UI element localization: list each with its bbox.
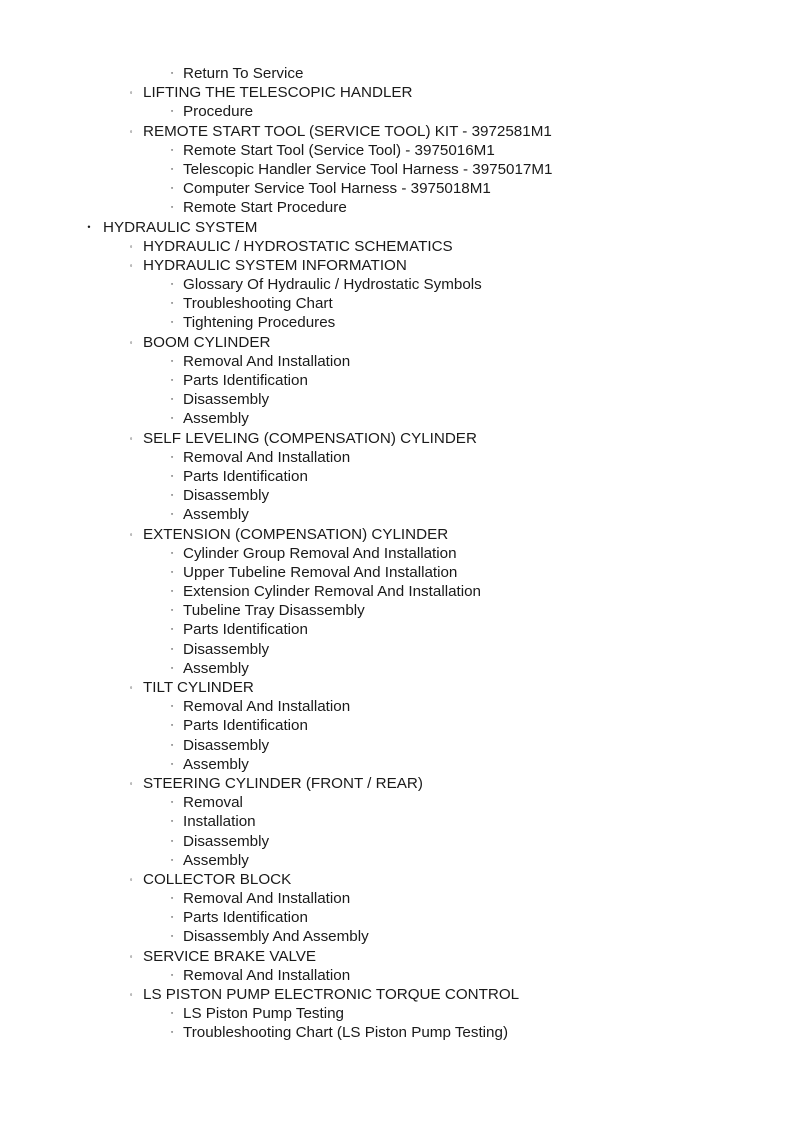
toc-item-label: Parts Identification [183,372,308,389]
toc-item-level-3 [0,697,794,716]
toc-item-level-3 [0,198,794,217]
circle-bullet-icon: ◦ [129,778,133,788]
toc-item-label: Parts Identification [183,467,308,485]
toc-item-level-3 [0,927,794,946]
toc-item-label: Removal And Installation [183,966,351,984]
toc-item-level-3 [0,467,794,486]
toc-item-label: REMOTE START TOOL (SERVICE TOOL) KIT - 3972581M1 [143,122,552,140]
toc-item-label: Disassembly [183,640,270,658]
toc-item-level-3 [0,889,794,908]
toc-item-label: Remote Start Procedure [183,199,347,217]
toc-item-label: Cylinder Group Removal And Installation [183,544,457,562]
square-bullet-icon: ▫ [170,799,174,807]
toc-item-level-2 [0,429,794,448]
toc-item-level-3 [0,352,794,371]
table-of-contents [0,64,794,1043]
toc-item-label: LS Piston Pump Testing [183,1005,344,1023]
square-bullet-icon: ▫ [170,377,174,384]
toc-item-label: BOOM CYLINDER [143,333,271,351]
toc-item-label: Telescopic Handler Service Tool Harness - 3975017M1 [183,160,553,178]
square-bullet-icon: ▫ [170,837,174,845]
toc-item-level-3 [0,1023,794,1042]
toc-item-label: Parts Identification [183,909,308,927]
toc-item-label: Extension Cylinder Removal And Installation [183,583,482,601]
square-bullet-icon: ▫ [170,818,174,826]
square-bullet-icon: ▫ [170,664,174,672]
toc-item-level-3 [0,390,794,409]
square-bullet-icon: ▫ [170,472,174,480]
circle-bullet-icon: ◦ [129,951,133,961]
toc-item-level-3 [0,601,794,620]
toc-item-label: Upper Tubeline Removal And Installation [183,563,458,581]
toc-item-level-3 [0,640,794,659]
toc-item-level-3 [0,793,794,812]
toc-item-label: Installation [183,813,256,831]
toc-item-label: Assembly [183,410,249,428]
toc-item-label: SERVICE BRAKE VALVE [143,947,317,965]
toc-item-level-3 [0,505,794,524]
toc-item-label: Disassembly And Assembly [183,928,369,946]
toc-item-label: Removal [183,794,243,812]
toc-item-level-1 [0,218,794,237]
circle-bullet-icon: ◦ [129,88,133,98]
toc-item-level-3 [0,179,794,198]
toc-item-label: EXTENSION (COMPENSATION) CYLINDER [143,525,449,543]
toc-item-level-3 [0,486,794,505]
circle-bullet-icon: ◦ [129,529,133,539]
toc-item-level-3 [0,102,794,121]
toc-item-label: SELF LEVELING (COMPENSATION) CYLINDER [143,429,477,447]
toc-item-level-3 [0,64,794,83]
toc-item-level-2 [0,774,794,793]
toc-item-level-3 [0,563,794,582]
circle-bullet-icon: ◦ [129,260,133,270]
toc-item-level-3 [0,832,794,851]
toc-item-label: LS PISTON PUMP ELECTRONIC TORQUE CONTROL [143,986,520,1003]
toc-item-label: Disassembly [183,832,270,850]
toc-item-label: Disassembly [183,487,270,505]
square-bullet-icon: ▫ [170,722,174,730]
square-bullet-icon: ▫ [170,281,174,289]
toc-item-label: Remote Start Tool (Service Tool) - 3975016M1 [183,141,495,159]
toc-item-level-3 [0,659,794,678]
toc-item-level-2 [0,333,794,352]
toc-item-label: Assembly [183,659,249,677]
toc-item-level-3 [0,313,794,332]
toc-item-level-2 [0,947,794,966]
square-bullet-icon: ▫ [170,1029,174,1037]
toc-item-label: STEERING CYLINDER (FRONT / REAR) [143,774,423,792]
toc-item-level-3 [0,160,794,179]
toc-item-label: Tubeline Tray Disassembly [183,602,365,620]
circle-bullet-icon: ◦ [129,683,133,692]
toc-item-label: HYDRAULIC SYSTEM INFORMATION [143,256,407,274]
square-bullet-icon: ▫ [170,971,174,979]
toc-item-level-2 [0,678,794,697]
square-bullet-icon: ▫ [170,549,174,557]
circle-bullet-icon: ◦ [129,241,133,251]
toc-item-label: HYDRAULIC / HYDROSTATIC SCHEMATICS [143,237,453,255]
toc-item-level-3 [0,966,794,985]
toc-item-level-2 [0,525,794,544]
toc-item-level-3 [0,371,794,390]
toc-item-level-3 [0,620,794,639]
toc-item-label: TILT CYLINDER [143,679,254,696]
square-bullet-icon: ▫ [170,300,174,308]
square-bullet-icon: ▫ [170,70,174,77]
toc-item-level-3 [0,851,794,870]
square-bullet-icon: ▫ [170,703,174,711]
toc-item-label: Glossary Of Hydraulic / Hydrostatic Symbols [183,276,482,294]
square-bullet-icon: ▫ [170,108,174,116]
toc-item-label: Procedure [183,103,254,121]
toc-item-label: Disassembly [183,391,270,409]
square-bullet-icon: ▫ [170,607,174,615]
square-bullet-icon: ▫ [170,396,174,404]
square-bullet-icon: ▫ [170,895,174,903]
toc-item-label: LIFTING THE TELESCOPIC HANDLER [143,84,413,102]
toc-item-level-3 [0,544,794,563]
toc-item-level-2 [0,122,794,141]
toc-item-label: Assembly [183,851,249,869]
square-bullet-icon: ▫ [170,319,174,327]
toc-item-label: Disassembly [183,736,270,754]
square-bullet-icon: ▫ [170,453,174,461]
square-bullet-icon: ▫ [170,415,174,423]
square-bullet-icon: ▫ [170,626,174,634]
toc-item-label: Computer Service Tool Harness - 3975018M1 [183,180,491,198]
disc-bullet-icon: • [87,221,91,232]
toc-item-level-2 [0,985,794,1004]
toc-item-label: Removal And Installation [183,448,351,466]
toc-item-level-3 [0,736,794,755]
square-bullet-icon: ▫ [170,511,174,519]
square-bullet-icon: ▫ [170,146,174,154]
toc-item-level-3 [0,755,794,774]
square-bullet-icon: ▫ [170,933,174,941]
square-bullet-icon: ▫ [170,185,174,193]
square-bullet-icon: ▫ [170,914,174,922]
toc-item-label: Removal And Installation [183,352,351,370]
toc-item-label: Tightening Procedures [183,314,336,332]
toc-item-level-3 [0,1004,794,1023]
toc-item-level-2 [0,256,794,275]
toc-item-label: Removal And Installation [183,698,351,716]
toc-item-label: Assembly [183,506,249,524]
toc-item-level-3 [0,716,794,735]
toc-item-level-3 [0,908,794,927]
square-bullet-icon: ▫ [170,645,174,653]
toc-item-level-3 [0,294,794,313]
square-bullet-icon: ▫ [170,1010,174,1018]
square-bullet-icon: ▫ [170,588,174,596]
square-bullet-icon: ▫ [170,204,174,212]
toc-item-label: Return To Service [183,65,304,82]
square-bullet-icon: ▫ [170,856,174,864]
toc-item-level-3 [0,141,794,160]
toc-item-label: Parts Identification [183,621,308,639]
square-bullet-icon: ▫ [170,165,174,173]
circle-bullet-icon: ◦ [129,433,133,443]
toc-item-level-3 [0,582,794,601]
toc-item-label: Troubleshooting Chart [183,295,333,313]
circle-bullet-icon: ◦ [129,990,133,999]
circle-bullet-icon: ◦ [129,337,133,347]
toc-item-label: Troubleshooting Chart (LS Piston Pump Testing) [183,1024,509,1042]
circle-bullet-icon: ◦ [129,126,133,136]
circle-bullet-icon: ◦ [129,874,133,884]
toc-item-level-3 [0,409,794,428]
square-bullet-icon: ▫ [170,492,174,500]
toc-item-level-2 [0,83,794,102]
toc-item-label: Assembly [183,755,249,773]
toc-item-level-3 [0,812,794,831]
toc-item-label: COLLECTOR BLOCK [143,870,292,888]
toc-item-level-3 [0,448,794,467]
square-bullet-icon: ▫ [170,568,174,576]
toc-item-level-2 [0,237,794,256]
toc-item-level-3 [0,275,794,294]
toc-item-label: Parts Identification [183,717,308,735]
toc-item-level-2 [0,870,794,889]
square-bullet-icon: ▫ [170,357,174,365]
toc-item-label: HYDRAULIC SYSTEM [103,218,258,236]
square-bullet-icon: ▫ [170,741,174,749]
square-bullet-icon: ▫ [170,760,174,768]
toc-item-label: Removal And Installation [183,890,351,908]
